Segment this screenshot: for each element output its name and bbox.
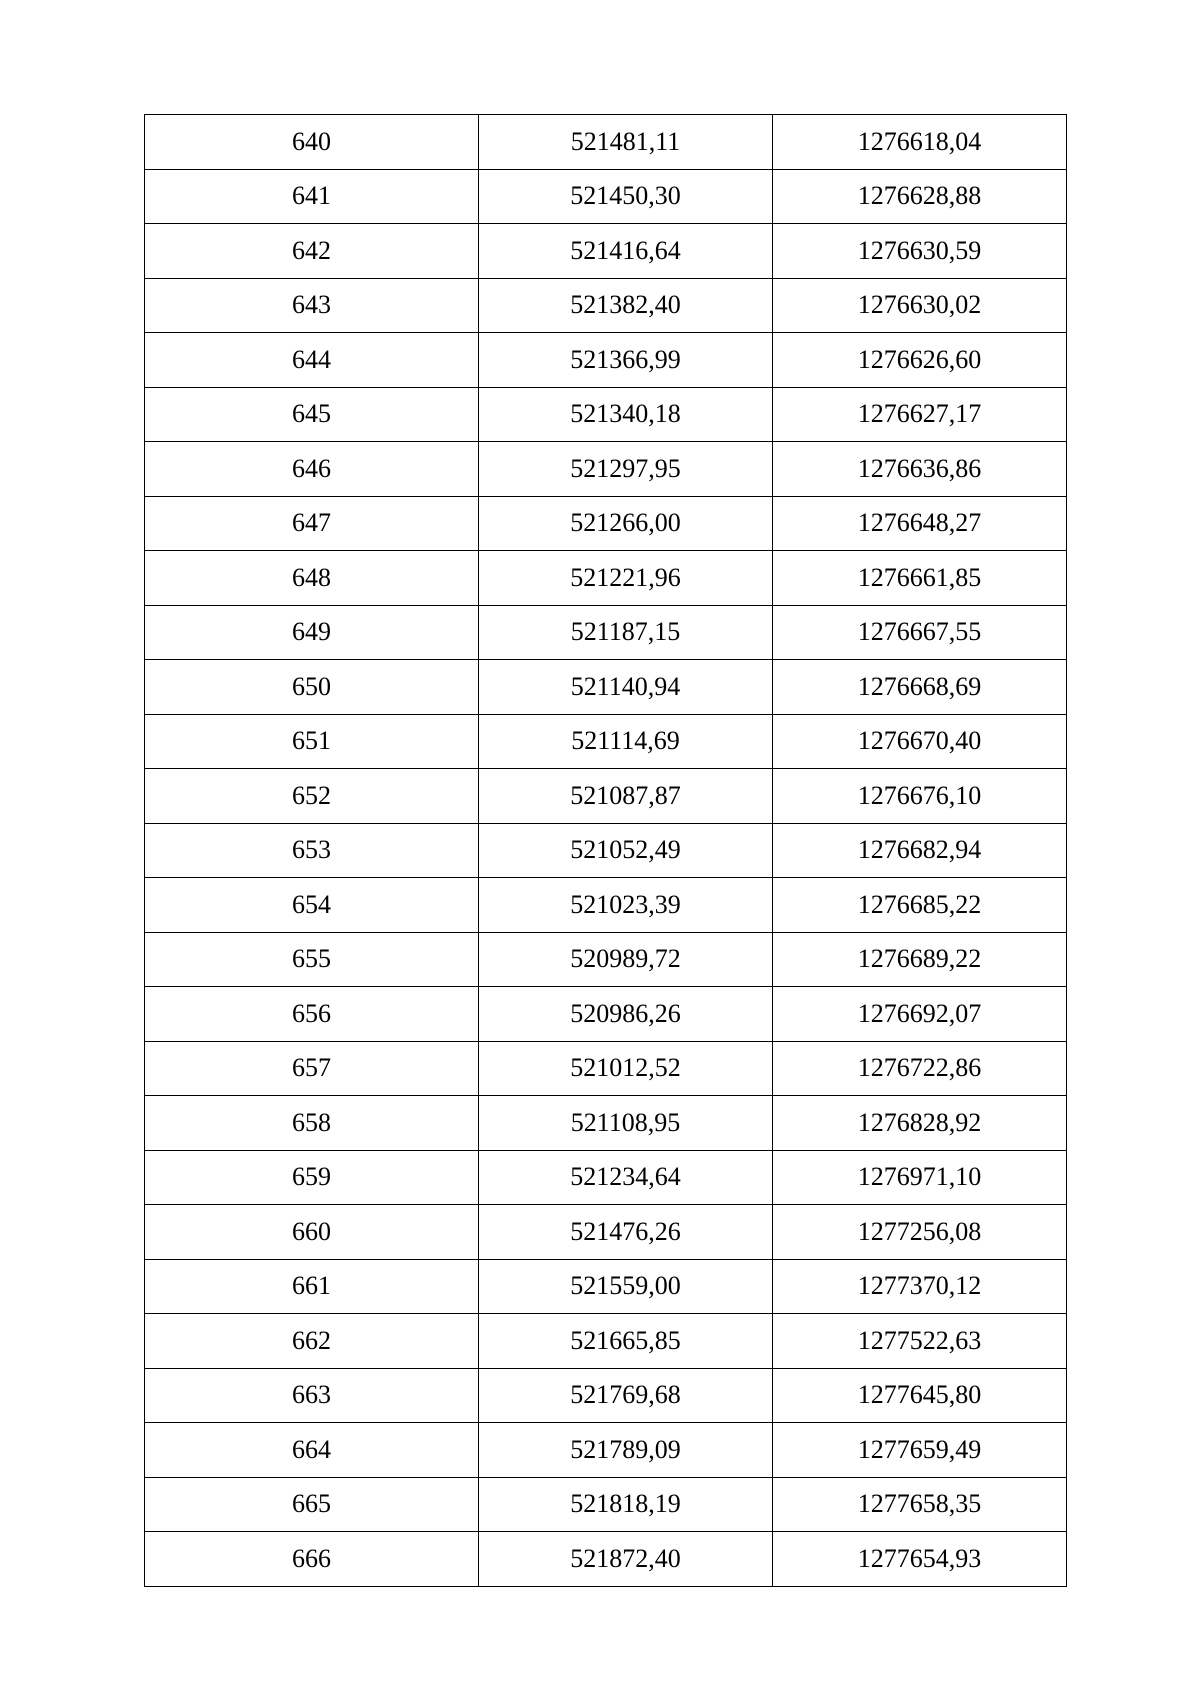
x-coordinate-cell: 521052,49 — [479, 823, 773, 878]
point-number-cell: 647 — [145, 496, 479, 551]
point-number-cell: 650 — [145, 660, 479, 715]
y-coordinate-cell: 1276648,27 — [773, 496, 1067, 551]
y-coordinate-cell: 1277658,35 — [773, 1477, 1067, 1532]
y-coordinate-cell: 1276971,10 — [773, 1150, 1067, 1205]
table-row — [145, 1423, 1067, 1478]
x-coordinate-cell: 521221,96 — [479, 551, 773, 606]
point-number-cell: 665 — [145, 1477, 479, 1532]
table-row — [145, 169, 1067, 224]
x-coordinate-cell: 520986,26 — [479, 987, 773, 1042]
table-row — [145, 224, 1067, 279]
table-row — [145, 1150, 1067, 1205]
x-coordinate-cell: 521818,19 — [479, 1477, 773, 1532]
point-number-cell: 654 — [145, 878, 479, 933]
point-number-cell: 643 — [145, 278, 479, 333]
y-coordinate-cell: 1276630,02 — [773, 278, 1067, 333]
y-coordinate-cell: 1276689,22 — [773, 932, 1067, 987]
table-row — [145, 1205, 1067, 1260]
x-coordinate-cell: 521234,64 — [479, 1150, 773, 1205]
point-number-cell: 661 — [145, 1259, 479, 1314]
point-number-cell: 659 — [145, 1150, 479, 1205]
y-coordinate-cell: 1276828,92 — [773, 1096, 1067, 1151]
y-coordinate-cell: 1277256,08 — [773, 1205, 1067, 1260]
y-coordinate-cell: 1276722,86 — [773, 1041, 1067, 1096]
table-row — [145, 987, 1067, 1042]
x-coordinate-cell: 521559,00 — [479, 1259, 773, 1314]
point-number-cell: 655 — [145, 932, 479, 987]
y-coordinate-cell: 1276630,59 — [773, 224, 1067, 279]
point-number-cell: 640 — [145, 115, 479, 170]
coordinates-table-body — [145, 115, 1067, 1587]
y-coordinate-cell: 1276685,22 — [773, 878, 1067, 933]
point-number-cell: 649 — [145, 605, 479, 660]
y-coordinate-cell: 1277645,80 — [773, 1368, 1067, 1423]
table-row — [145, 1532, 1067, 1587]
point-number-cell: 651 — [145, 714, 479, 769]
table-row — [145, 1096, 1067, 1151]
y-coordinate-cell: 1277370,12 — [773, 1259, 1067, 1314]
table-row — [145, 551, 1067, 606]
point-number-cell: 663 — [145, 1368, 479, 1423]
point-number-cell: 657 — [145, 1041, 479, 1096]
table-row — [145, 660, 1067, 715]
x-coordinate-cell: 521872,40 — [479, 1532, 773, 1587]
table-row — [145, 442, 1067, 497]
y-coordinate-cell: 1276676,10 — [773, 769, 1067, 824]
x-coordinate-cell: 521023,39 — [479, 878, 773, 933]
y-coordinate-cell: 1277654,93 — [773, 1532, 1067, 1587]
point-number-cell: 642 — [145, 224, 479, 279]
table-row — [145, 932, 1067, 987]
table-row — [145, 769, 1067, 824]
y-coordinate-cell: 1277522,63 — [773, 1314, 1067, 1369]
point-number-cell: 645 — [145, 387, 479, 442]
y-coordinate-cell: 1276661,85 — [773, 551, 1067, 606]
point-number-cell: 646 — [145, 442, 479, 497]
x-coordinate-cell: 521382,40 — [479, 278, 773, 333]
x-coordinate-cell: 521140,94 — [479, 660, 773, 715]
table-row — [145, 1259, 1067, 1314]
y-coordinate-cell: 1276670,40 — [773, 714, 1067, 769]
x-coordinate-cell: 521012,52 — [479, 1041, 773, 1096]
point-number-cell: 662 — [145, 1314, 479, 1369]
table-row — [145, 496, 1067, 551]
point-number-cell: 664 — [145, 1423, 479, 1478]
table-row — [145, 878, 1067, 933]
y-coordinate-cell: 1276636,86 — [773, 442, 1067, 497]
table-row — [145, 387, 1067, 442]
point-number-cell: 656 — [145, 987, 479, 1042]
y-coordinate-cell: 1276628,88 — [773, 169, 1067, 224]
point-number-cell: 641 — [145, 169, 479, 224]
table-row — [145, 115, 1067, 170]
y-coordinate-cell: 1276692,07 — [773, 987, 1067, 1042]
point-number-cell: 644 — [145, 333, 479, 388]
y-coordinate-cell: 1276682,94 — [773, 823, 1067, 878]
point-number-cell: 653 — [145, 823, 479, 878]
x-coordinate-cell: 521297,95 — [479, 442, 773, 497]
x-coordinate-cell: 521476,26 — [479, 1205, 773, 1260]
x-coordinate-cell: 521416,64 — [479, 224, 773, 279]
y-coordinate-cell: 1276668,69 — [773, 660, 1067, 715]
y-coordinate-cell: 1276618,04 — [773, 115, 1067, 170]
table-row — [145, 1041, 1067, 1096]
table-row — [145, 278, 1067, 333]
x-coordinate-cell: 521108,95 — [479, 1096, 773, 1151]
table-row — [145, 1477, 1067, 1532]
x-coordinate-cell: 521366,99 — [479, 333, 773, 388]
x-coordinate-cell: 521769,68 — [479, 1368, 773, 1423]
x-coordinate-cell: 521340,18 — [479, 387, 773, 442]
x-coordinate-cell: 521789,09 — [479, 1423, 773, 1478]
y-coordinate-cell: 1276667,55 — [773, 605, 1067, 660]
x-coordinate-cell: 521114,69 — [479, 714, 773, 769]
x-coordinate-cell: 520989,72 — [479, 932, 773, 987]
y-coordinate-cell: 1276626,60 — [773, 333, 1067, 388]
x-coordinate-cell: 521665,85 — [479, 1314, 773, 1369]
table-row — [145, 605, 1067, 660]
y-coordinate-cell: 1277659,49 — [773, 1423, 1067, 1478]
table-row — [145, 1314, 1067, 1369]
y-coordinate-cell: 1276627,17 — [773, 387, 1067, 442]
point-number-cell: 658 — [145, 1096, 479, 1151]
table-row — [145, 1368, 1067, 1423]
x-coordinate-cell: 521266,00 — [479, 496, 773, 551]
x-coordinate-cell: 521087,87 — [479, 769, 773, 824]
x-coordinate-cell: 521187,15 — [479, 605, 773, 660]
point-number-cell: 660 — [145, 1205, 479, 1260]
table-row — [145, 714, 1067, 769]
x-coordinate-cell: 521450,30 — [479, 169, 773, 224]
x-coordinate-cell: 521481,11 — [479, 115, 773, 170]
table-row — [145, 823, 1067, 878]
point-number-cell: 648 — [145, 551, 479, 606]
point-number-cell: 666 — [145, 1532, 479, 1587]
coordinates-table — [144, 114, 1067, 1587]
table-row — [145, 333, 1067, 388]
point-number-cell: 652 — [145, 769, 479, 824]
